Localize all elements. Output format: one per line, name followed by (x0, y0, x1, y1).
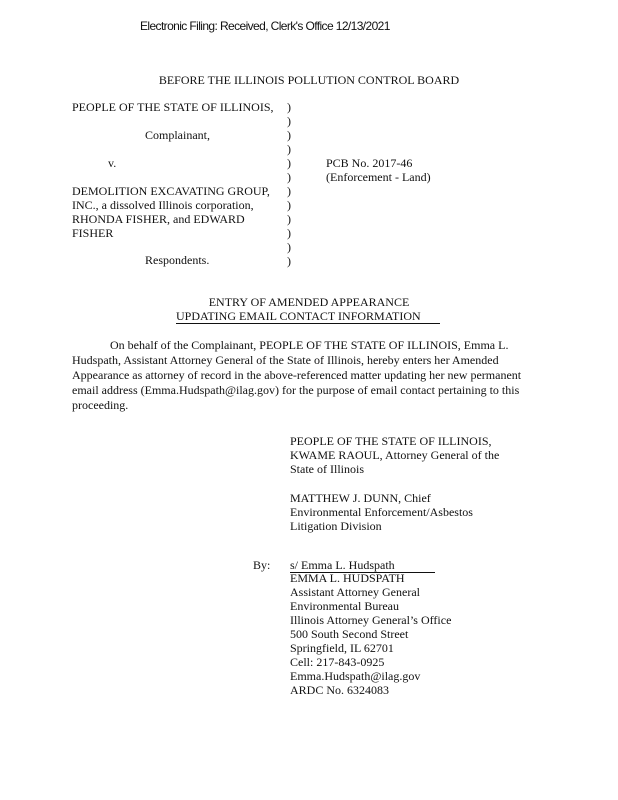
signature-detail-line: EMMA L. HUDSPATH (290, 571, 405, 585)
signature-detail-line: Cell: 217-843-0925 (290, 655, 385, 669)
case-number: PCB No. 2017-46 (326, 156, 413, 170)
defendant-line-2: INC., a dissolved Illinois corporation, (72, 198, 254, 212)
party-block (290, 434, 499, 476)
defendant-line-4: FISHER (72, 226, 114, 240)
signature-detail-line: Assistant Attorney General (290, 585, 420, 599)
caption-paren: ) (287, 212, 291, 226)
plaintiff-role: Complainant, (145, 128, 210, 142)
signature-detail-line: Springfield, IL 62701 (290, 641, 394, 655)
defendant-role: Respondents. (145, 253, 210, 267)
signature-detail-line: 500 South Second Street (290, 627, 409, 641)
caption-paren: ) (287, 100, 291, 114)
signature-block (290, 571, 451, 697)
signature-detail-line: ARDC No. 6324083 (290, 683, 390, 697)
signature-detail-line: Illinois Attorney General’s Office (290, 613, 452, 627)
body-paragraph (72, 338, 532, 413)
caption-paren: ) (287, 128, 291, 142)
document-title-line-2-text: UPDATING EMAIL CONTACT INFORMATION (176, 309, 421, 323)
party-line: KWAME RAOUL, Attorney General of the (290, 448, 500, 462)
chief-line: Litigation Division (290, 519, 382, 533)
defendant-line-1: DEMOLITION EXCAVATING GROUP, (72, 184, 270, 198)
caption-paren: ) (287, 184, 291, 198)
caption-paren: ) (287, 170, 291, 184)
caption-paren: ) (287, 142, 291, 156)
document-title-line-1: ENTRY OF AMENDED APPEARANCE (208, 295, 410, 309)
caption-paren: ) (287, 240, 291, 254)
document-title-line-2 (176, 309, 440, 324)
by-label: By: (253, 558, 271, 572)
caption-paren: ) (287, 198, 291, 212)
party-line: State of Illinois (290, 462, 364, 476)
defendant-line-3: RHONDA FISHER, and EDWARD (72, 212, 245, 226)
electronic-filing-header: Electronic Filing: Received, Clerk's Office 12/13/2021 (140, 19, 390, 33)
plaintiff-name: PEOPLE OF THE STATE OF ILLINOIS, (72, 100, 274, 114)
title-underline (176, 309, 440, 324)
caption-paren: ) (287, 156, 291, 170)
body-text: On behalf of the Complainant, PEOPLE OF THE STATE OF ILLINOIS, Emma L. Hudspath, Assistant Attorney General of the State of Illinois, hereby enters her Amended Appearance as attorney of record in the above-referenced matter updating her new permanent email address (Emma.Hudspath@ilag.gov) for the purpose of email contact pertaining to this proceeding. (72, 338, 522, 412)
court-heading: BEFORE THE ILLINOIS POLLUTION CONTROL BOARD (158, 73, 460, 87)
versus: v. (108, 156, 117, 170)
case-type: (Enforcement - Land) (326, 170, 431, 184)
party-line: PEOPLE OF THE STATE OF ILLINOIS, (290, 434, 492, 448)
caption-paren: ) (287, 114, 291, 128)
caption-paren: ) (287, 254, 291, 268)
signature-text: s/ Emma L. Hudspath (290, 558, 395, 572)
caption-paren: ) (287, 226, 291, 240)
signature-detail-line: Emma.Hudspath@ilag.gov (290, 669, 421, 683)
signature-detail-line: Environmental Bureau (290, 599, 399, 613)
chief-block (290, 491, 473, 533)
chief-line: MATTHEW J. DUNN, Chief (290, 491, 431, 505)
chief-line: Environmental Enforcement/Asbestos (290, 505, 473, 519)
